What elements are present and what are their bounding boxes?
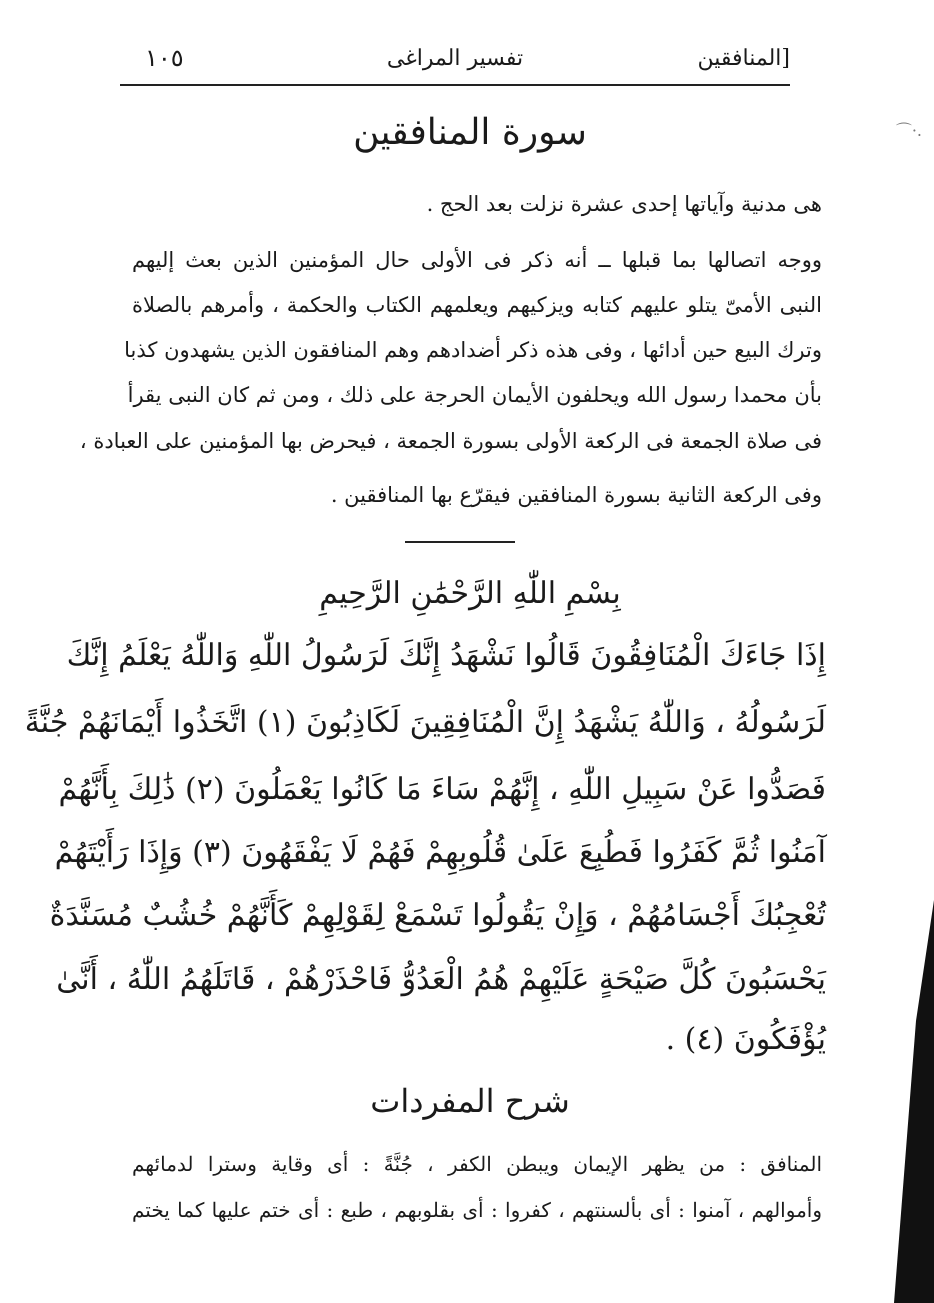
scan-artifact: ⌒·. xyxy=(895,121,922,140)
verse-line: تُعْجِبُكَ أَجْسَامُهُمْ ، وَإِنْ يَقُولُوا تَسْمَعْ لِقَوْلِهِمْ كَأَنَّهُمْ خُشُبٌ مُسَنَّدَةٌ xyxy=(49,898,826,933)
paragraph-line: فى صلاة الجمعة فى الركعة الأولى بسورة الجمعة ، فيحرض بها المؤمنين على العبادة ، xyxy=(79,429,822,453)
verse-line: يَحْسَبُونَ كُلَّ صَيْحَةٍ عَلَيْهِمْ هُمُ الْعَدُوُّ فَاحْذَرْهُمْ ، قَاتَلَهُمُ اللّٰهُ ، أَنَّىٰ xyxy=(56,962,826,997)
chapter-name: [المنافقين xyxy=(697,46,790,71)
verse-line: لَرَسُولُهُ ، وَاللّٰهُ يَشْهَدُ إِنَّ الْمُنَافِقِينَ لَكَاذِبُونَ (١) اتَّخَذُوا أَيْمَانَهُمْ جُنَّةً xyxy=(24,705,826,740)
paragraph-line: بأن محمدا رسول الله ويحلفون الأيمان الحرجة على ذلك ، ومن ثم كان النبى يقرأ xyxy=(127,383,822,407)
vocab-line: وأموالهم ، آمنوا : أى بألسنتهم ، كفروا : أى بقلوبهم ، طبع : أى ختم عليها كما يختم xyxy=(132,1198,822,1222)
section-divider xyxy=(405,541,515,543)
intro-line: هى مدنية وآياتها إحدى عشرة نزلت بعد الحج . xyxy=(426,192,822,216)
scan-edge-shadow xyxy=(894,900,934,1303)
running-header xyxy=(120,42,790,82)
verse-line: إِذَا جَاءَكَ الْمُنَافِقُونَ قَالُوا نَشْهَدُ إِنَّكَ لَرَسُولُ اللّٰهِ وَاللّٰهُ يَعْلَمُ إِنَّكَ xyxy=(66,638,826,673)
vocab-line: المنافق : من يظهر الإيمان ويبطن الكفر ، جُنَّةً : أى وقاية وسترا لدمائهم xyxy=(132,1152,822,1176)
book-title: تفسير المراغى xyxy=(386,46,524,71)
header-rule xyxy=(120,84,790,86)
paragraph-line: وترك البيع حين أدائها ، وفى هذه ذكر أضدادهم وهم المنافقون الذين يشهدون كذبا xyxy=(124,338,822,362)
paragraph-line: وفى الركعة الثانية بسورة المنافقين فيقرّع بها المنافقين . xyxy=(330,483,822,507)
verse-line: فَصَدُّوا عَنْ سَبِيلِ اللّٰهِ ، إِنَّهُمْ سَاءَ مَا كَانُوا يَعْمَلُونَ (٢) ذَٰلِكَ بِأَنَّهُمْ xyxy=(58,772,826,807)
vocab-title: شرح المفردات xyxy=(370,1082,570,1120)
basmala: بِسْمِ اللّٰهِ الرَّحْمَٰنِ الرَّحِيمِ xyxy=(319,576,621,611)
paragraph-line: ووجه اتصالها بما قبلها ــ أنه ذكر فى الأولى حال المؤمنين الذين بعث إليهم xyxy=(132,248,822,272)
verse-line: يُؤْفَكُونَ (٤) . xyxy=(665,1022,826,1057)
paragraph-line: النبى الأمىّ يتلو عليهم كتابه ويزكيهم ويعلمهم الكتاب والحكمة ، وأمرهم بالصلاة xyxy=(132,293,822,317)
verse-line: آمَنُوا ثُمَّ كَفَرُوا فَطُبِعَ عَلَىٰ قُلُوبِهِمْ فَهُمْ لَا يَفْقَهُونَ (٣) وَإِذَا رَأَيْتَهُمْ xyxy=(54,835,826,870)
surah-title: سورة المنافقين xyxy=(353,112,587,153)
page-number: ١٠٥ xyxy=(145,44,184,72)
